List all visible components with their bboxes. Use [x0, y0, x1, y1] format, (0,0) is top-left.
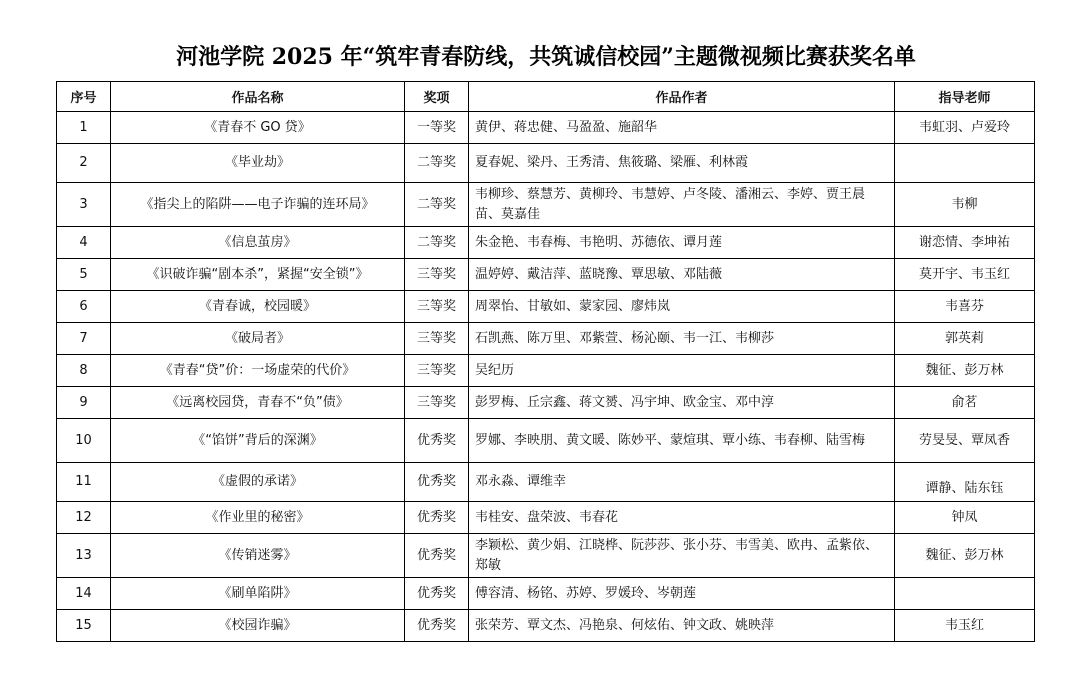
award-level: 三等奖 — [405, 259, 469, 291]
award-level: 优秀奖 — [405, 419, 469, 463]
table-row — [57, 259, 1035, 291]
work-title: 《毕业劫》 — [111, 144, 405, 183]
work-authors: 温婷婷、戴洁萍、蓝晓豫、覃思敏、邓陆薇 — [469, 259, 895, 291]
work-title: 《青春不 GO 贷》 — [111, 112, 405, 144]
row-number: 4 — [57, 227, 111, 259]
work-authors: 彭罗梅、丘宗鑫、蒋文赟、冯宇坤、欧金宝、邓中淳 — [469, 387, 895, 419]
work-title: 《刷单陷阱》 — [111, 578, 405, 610]
work-title: 《信息茧房》 — [111, 227, 405, 259]
work-title: 《校园诈骗》 — [111, 610, 405, 642]
header-award: 奖项 — [405, 82, 469, 112]
work-title: 《识破诈骗“剧本杀”，紧握“安全锁”》 — [111, 259, 405, 291]
row-number: 1 — [57, 112, 111, 144]
row-number: 14 — [57, 578, 111, 610]
award-level: 优秀奖 — [405, 502, 469, 534]
work-authors: 张荣芳、覃文杰、冯艳泉、何炫佑、钟文政、姚映萍 — [469, 610, 895, 642]
table-row — [57, 355, 1035, 387]
work-authors: 石凯燕、陈万里、邓紫萱、杨沁颐、韦一江、韦柳莎 — [469, 323, 895, 355]
advisor-teachers: 郭英莉 — [895, 323, 1035, 355]
table-row — [57, 419, 1035, 463]
work-title: 《传销迷雾》 — [111, 534, 405, 578]
row-number: 15 — [57, 610, 111, 642]
table-row — [57, 610, 1035, 642]
award-level: 优秀奖 — [405, 463, 469, 502]
table-row — [57, 227, 1035, 259]
row-number: 11 — [57, 463, 111, 502]
table-row — [57, 463, 1035, 502]
table-header-row — [57, 82, 1035, 112]
advisor-teachers: 谢恋情、李坤祐 — [895, 227, 1035, 259]
advisor-teachers: 谭静、陆东钰 — [895, 463, 1035, 502]
row-number: 9 — [57, 387, 111, 419]
table-row — [57, 144, 1035, 183]
row-number: 6 — [57, 291, 111, 323]
header-teacher: 指导老师 — [895, 82, 1035, 112]
table-row — [57, 578, 1035, 610]
work-authors: 李颖松、黄少娟、江晓桦、阮莎莎、张小芬、韦雪美、欧冉、孟紫依、郑敏 — [469, 534, 895, 578]
award-level: 二等奖 — [405, 183, 469, 227]
advisor-teachers: 莫开宇、韦玉红 — [895, 259, 1035, 291]
work-authors: 韦柳珍、蔡慧芳、黄柳玲、韦慧婷、卢冬陵、潘湘云、李婷、贾王晨苗、莫嘉佳 — [469, 183, 895, 227]
row-number: 2 — [57, 144, 111, 183]
award-level: 一等奖 — [405, 112, 469, 144]
work-title: 《作业里的秘密》 — [111, 502, 405, 534]
work-title: 《“馅饼”背后的深渊》 — [111, 419, 405, 463]
award-level: 优秀奖 — [405, 578, 469, 610]
table-row — [57, 387, 1035, 419]
table-row — [57, 502, 1035, 534]
work-authors: 吴纪历 — [469, 355, 895, 387]
page-title: 河池学院 2025 年“筑牢青春防线，共筑诚信校园”主题微视频比赛获奖名单 — [176, 44, 916, 70]
row-number: 5 — [57, 259, 111, 291]
table-row — [57, 323, 1035, 355]
work-title: 《虚假的承诺》 — [111, 463, 405, 502]
work-title: 《青春诚，校园暖》 — [111, 291, 405, 323]
award-level: 二等奖 — [405, 144, 469, 183]
work-authors: 朱金艳、韦春梅、韦艳明、苏德依、谭月莲 — [469, 227, 895, 259]
work-authors: 罗娜、李映朋、黄文暖、陈妙平、蒙煊琪、覃小练、韦春柳、陆雪梅 — [469, 419, 895, 463]
work-authors: 夏春妮、梁丹、王秀清、焦筱璐、梁雁、利林霞 — [469, 144, 895, 183]
work-authors: 周翠怡、甘敏如、蒙家园、廖炜岚 — [469, 291, 895, 323]
table-row — [57, 291, 1035, 323]
award-level: 三等奖 — [405, 355, 469, 387]
advisor-teachers — [895, 578, 1035, 610]
advisor-teachers: 劳旻旻、覃凤香 — [895, 419, 1035, 463]
advisor-teachers: 韦喜芬 — [895, 291, 1035, 323]
award-level: 优秀奖 — [405, 610, 469, 642]
advisor-teachers: 韦虹羽、卢爱玲 — [895, 112, 1035, 144]
award-level: 二等奖 — [405, 227, 469, 259]
advisor-teachers: 魏征、彭万林 — [895, 534, 1035, 578]
work-title: 《指尖上的陷阱——电子诈骗的连环局》 — [111, 183, 405, 227]
work-authors: 黄伊、蒋忠健、马盈盈、施韶华 — [469, 112, 895, 144]
header-no: 序号 — [57, 82, 111, 112]
advisor-teachers: 韦玉红 — [895, 610, 1035, 642]
work-title: 《破局者》 — [111, 323, 405, 355]
advisor-teachers: 钟凤 — [895, 502, 1035, 534]
row-number: 10 — [57, 419, 111, 463]
advisor-teachers — [895, 144, 1035, 183]
row-number: 7 — [57, 323, 111, 355]
row-number: 13 — [57, 534, 111, 578]
award-level: 优秀奖 — [405, 534, 469, 578]
work-authors: 韦桂安、盘荣波、韦春花 — [469, 502, 895, 534]
row-number: 8 — [57, 355, 111, 387]
header-authors: 作品作者 — [469, 82, 895, 112]
award-level: 三等奖 — [405, 387, 469, 419]
work-title: 《青春“贷”价：一场虚荣的代价》 — [111, 355, 405, 387]
work-title: 《远离校园贷，青春不“负”债》 — [111, 387, 405, 419]
header-work: 作品名称 — [111, 82, 405, 112]
work-authors: 邓永淼、谭维幸 — [469, 463, 895, 502]
table-row — [57, 112, 1035, 144]
row-number: 12 — [57, 502, 111, 534]
row-number: 3 — [57, 183, 111, 227]
advisor-teachers: 魏征、彭万林 — [895, 355, 1035, 387]
work-authors: 傅容清、杨铭、苏婷、罗媛玲、岑朝莲 — [469, 578, 895, 610]
table-row — [57, 534, 1035, 578]
advisor-teachers: 俞茗 — [895, 387, 1035, 419]
award-level: 三等奖 — [405, 291, 469, 323]
table-row — [57, 183, 1035, 227]
advisor-teachers: 韦柳 — [895, 183, 1035, 227]
award-level: 三等奖 — [405, 323, 469, 355]
award-table — [56, 81, 1035, 642]
